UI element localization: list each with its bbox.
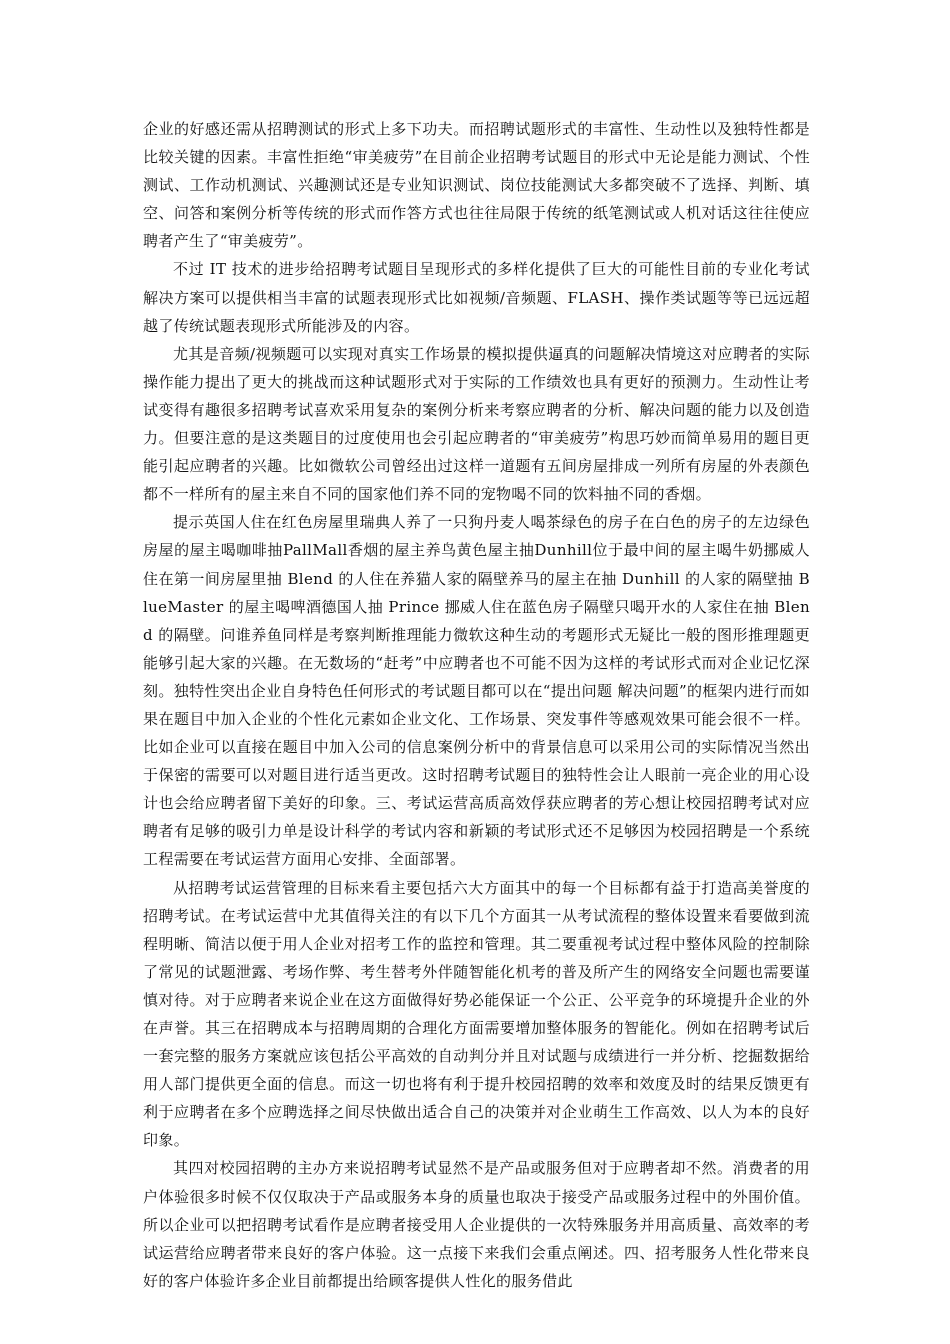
paragraph-4: 提示英国人住在红色房屋里瑞典人养了一只狗丹麦人喝茶绿色的房子在白色的房子的左边绿色房屋的屋主喝咖啡抽PallMall香烟的屋主养鸟黄色屋主抽Dunhill位于最中间的屋主喝牛奶挪威人住在第一间房屋里抽 Blend 的人住在养猫人家的隔壁养马的屋主在抽 Dunhill 的人家的隔壁抽 BlueMaster 的屋主喝啤酒德国人抽 Prince 挪威人住在蓝色房子隔壁只喝开水的人家住在抽 Blend 的隔壁。问谁养鱼同样是考察判断推理能力微软这种生动的考题形式无疑比一般的图形推理题更能够引起大家的兴趣。在无数场的“赶考”中应聘者也不可能不因为这样的考试形式而对企业记忆深刻。独特性突出企业自身特色任何形式的考试题目都可以在“提出问题 解决问题”的框架内进行而如果在题目中加入企业的个性化元素如企业文化、工作场景、突发事件等感观效果可能会很不一样。比如企业可以直接在题目中加入公司的信息案例分析中的背景信息可以采用公司的实际情况当然出于保密的需要可以对题目进行适当更改。这时招聘考试题目的独特性会让人眼前一亮企业的用心设计也会给应聘者留下美好的印象。三、考试运营高质高效俘获应聘者的芳心想让校园招聘考试对应聘者有足够的吸引力单是设计科学的考试内容和新颖的考试形式还不足够因为校园招聘是一个系统工程需要在考试运营方面用心安排、全面部署。 — [143, 513, 810, 869]
paragraph-3: 尤其是音频/视频题可以实现对真实工作场景的模拟提供逼真的问题解决情境这对应聘者的实际操作能力提出了更大的挑战而这种试题形式对于实际的工作绩效也具有更好的预测力。生动性让考试变得有趣很多招聘考试喜欢采用复杂的案例分析来考察应聘者的分析、解决问题的能力以及创造力。但要注意的是这类题目的过度使用也会引起应聘者的“审美疲劳”构思巧妙而简单易用的题目更能引起应聘者的兴趣。比如微软公司曾经出过这样一道题有五间房屋排成一列所有房屋的外表颜色都不一样所有的屋主来自不同的国家他们养不同的宠物喝不同的饮料抽不同的香烟。 — [143, 344, 810, 504]
paragraph-1: 企业的好感还需从招聘测试的形式上多下功夫。而招聘试题形式的丰富性、生动性以及独特性都是比较关键的因素。丰富性拒绝“审美疲劳”在目前企业招聘考试题目的形式中无论是能力测试、个性测试、工作动机测试、兴趣测试还是专业知识测试、岗位技能测试大多都突破不了选择、判断、填空、问答和案例分析等传统的形式而作答方式也往往局限于传统的纸笔测试或人机对话这往往使应聘者产生了“审美疲劳”。 — [143, 120, 810, 251]
paragraph-2: 不过 IT 技术的进步给招聘考试题目呈现形式的多样化提供了巨大的可能性目前的专业化考试解决方案可以提供相当丰富的试题表现形式比如视频/音频题、FLASH、操作类试题等等已远远超越了传统试题表现形式所能涉及的内容。 — [143, 260, 810, 335]
document-page — [143, 115, 810, 1295]
paragraph-6: 其四对校园招聘的主办方来说招聘考试显然不是产品或服务但对于应聘者却不然。消费者的用户体验很多时候不仅仅取决于产品或服务本身的质量也取决于接受产品或服务过程中的外围价值。所以企业可以把招聘考试看作是应聘者接受用人企业提供的一次特殊服务并用高质量、高效率的考试运营给应聘者带来良好的客户体验。这一点接下来我们会重点阐述。四、招考服务人性化带来良好的客户体验许多企业目前都提出给顾客提供人性化的服务借此 — [143, 1159, 810, 1290]
paragraph-5: 从招聘考试运营管理的目标来看主要包括六大方面其中的每一个目标都有益于打造高美誉度的招聘考试。在考试运营中尤其值得关注的有以下几个方面其一从考试流程的整体设置来看要做到流程明晰、简洁以便于用人企业对招考工作的监控和管理。其二要重视考试过程中整体风险的控制除了常见的试题泄露、考场作弊、考生替考外伴随智能化机考的普及所产生的网络安全问题也需要谨慎对待。对于应聘者来说企业在这方面做得好势必能保证一个公正、公平竞争的环境提升企业的外在声誉。其三在招聘成本与招聘周期的合理化方面需要增加整体服务的智能化。例如在招聘考试后一套完整的服务方案就应该包括公平高效的自动判分并且对试题与成绩进行一并分析、挖掘数据给用人部门提供更全面的信息。而这一切也将有利于提升校园招聘的效率和效度及时的结果反馈更有利于应聘者在多个应聘选择之间尽快做出适合自己的决策并对企业萌生工作高效、以人为本的良好印象。 — [143, 878, 810, 1150]
